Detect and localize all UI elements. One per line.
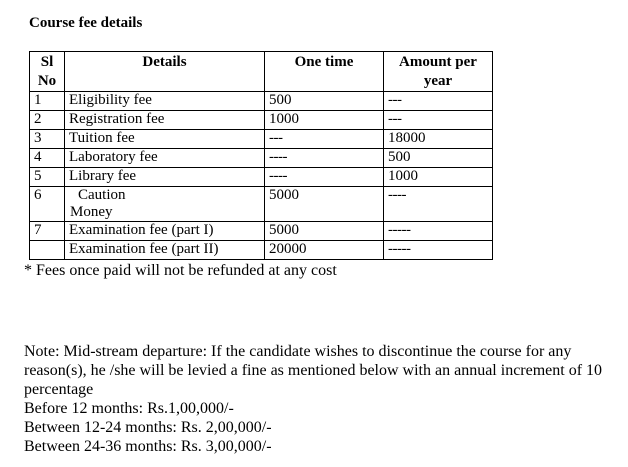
cell-details: Examination fee (part I)	[65, 222, 265, 241]
cell-details: Tuition fee	[65, 130, 265, 149]
header-amount-per-year: Amount per year	[384, 52, 493, 92]
header-one-time: One time	[265, 52, 384, 92]
cell-per-year: 500	[384, 149, 493, 168]
cell-per-year: ---	[384, 111, 493, 130]
table-row	[30, 168, 493, 187]
page-title: Course fee details	[29, 15, 143, 31]
cell-per-year: 18000	[384, 130, 493, 149]
cell-details	[65, 187, 265, 222]
cell-one-time: 20000	[265, 241, 384, 260]
cell-details: Registration fee	[65, 111, 265, 130]
cell-per-year: 1000	[384, 168, 493, 187]
cell-details: Laboratory fee	[65, 149, 265, 168]
cell-sl: 4	[30, 149, 65, 168]
cell-sl: 1	[30, 92, 65, 111]
table-row	[30, 241, 493, 260]
header-sl-no: Sl No	[30, 52, 65, 92]
fine-line: Between 12-24 months: Rs. 2,00,000/-	[24, 419, 272, 436]
cell-sl: 7	[30, 222, 65, 241]
cell-details: Eligibility fee	[65, 92, 265, 111]
cell-sl: 2	[30, 111, 65, 130]
cell-one-time: ----	[265, 149, 384, 168]
fine-line: Before 12 months: Rs.1,00,000/-	[24, 400, 234, 417]
table-row	[30, 222, 493, 241]
cell-details: Examination fee (part II)	[65, 241, 265, 260]
cell-details: Library fee	[65, 168, 265, 187]
cell-one-time: 1000	[265, 111, 384, 130]
cell-per-year: -----	[384, 241, 493, 260]
cell-sl: 6	[30, 187, 65, 222]
fine-line: Between 24-36 months: Rs. 3,00,000/-	[24, 438, 272, 455]
cell-sl: 5	[30, 168, 65, 187]
cell-sl: 3	[30, 130, 65, 149]
details-line-2: Money	[70, 204, 113, 220]
cell-per-year: -----	[384, 222, 493, 241]
header-details: Details	[65, 52, 265, 92]
refund-footnote: * Fees once paid will not be refunded at any cost	[24, 262, 337, 279]
table-row	[30, 130, 493, 149]
table-row	[30, 111, 493, 130]
table-header-row	[30, 52, 493, 92]
cell-one-time: 5000	[265, 222, 384, 241]
cell-per-year: ---	[384, 92, 493, 111]
table-row	[30, 187, 493, 222]
note-paragraph: Note: Mid-stream departure: If the candidate wishes to discontinue the course for any reason(s), he /she will be levied a fine as mentioned below with an annual increment of 10 percentage	[24, 343, 603, 398]
cell-one-time: ----	[265, 168, 384, 187]
table-row	[30, 92, 493, 111]
details-line-1: Caution	[78, 187, 126, 203]
cell-sl	[30, 241, 65, 260]
cell-one-time: 500	[265, 92, 384, 111]
cell-per-year: ----	[384, 187, 493, 222]
course-fee-table	[29, 51, 493, 260]
cell-one-time: 5000	[265, 187, 384, 222]
cell-one-time: ---	[265, 130, 384, 149]
mid-stream-departure-note	[24, 342, 614, 456]
table-row	[30, 149, 493, 168]
